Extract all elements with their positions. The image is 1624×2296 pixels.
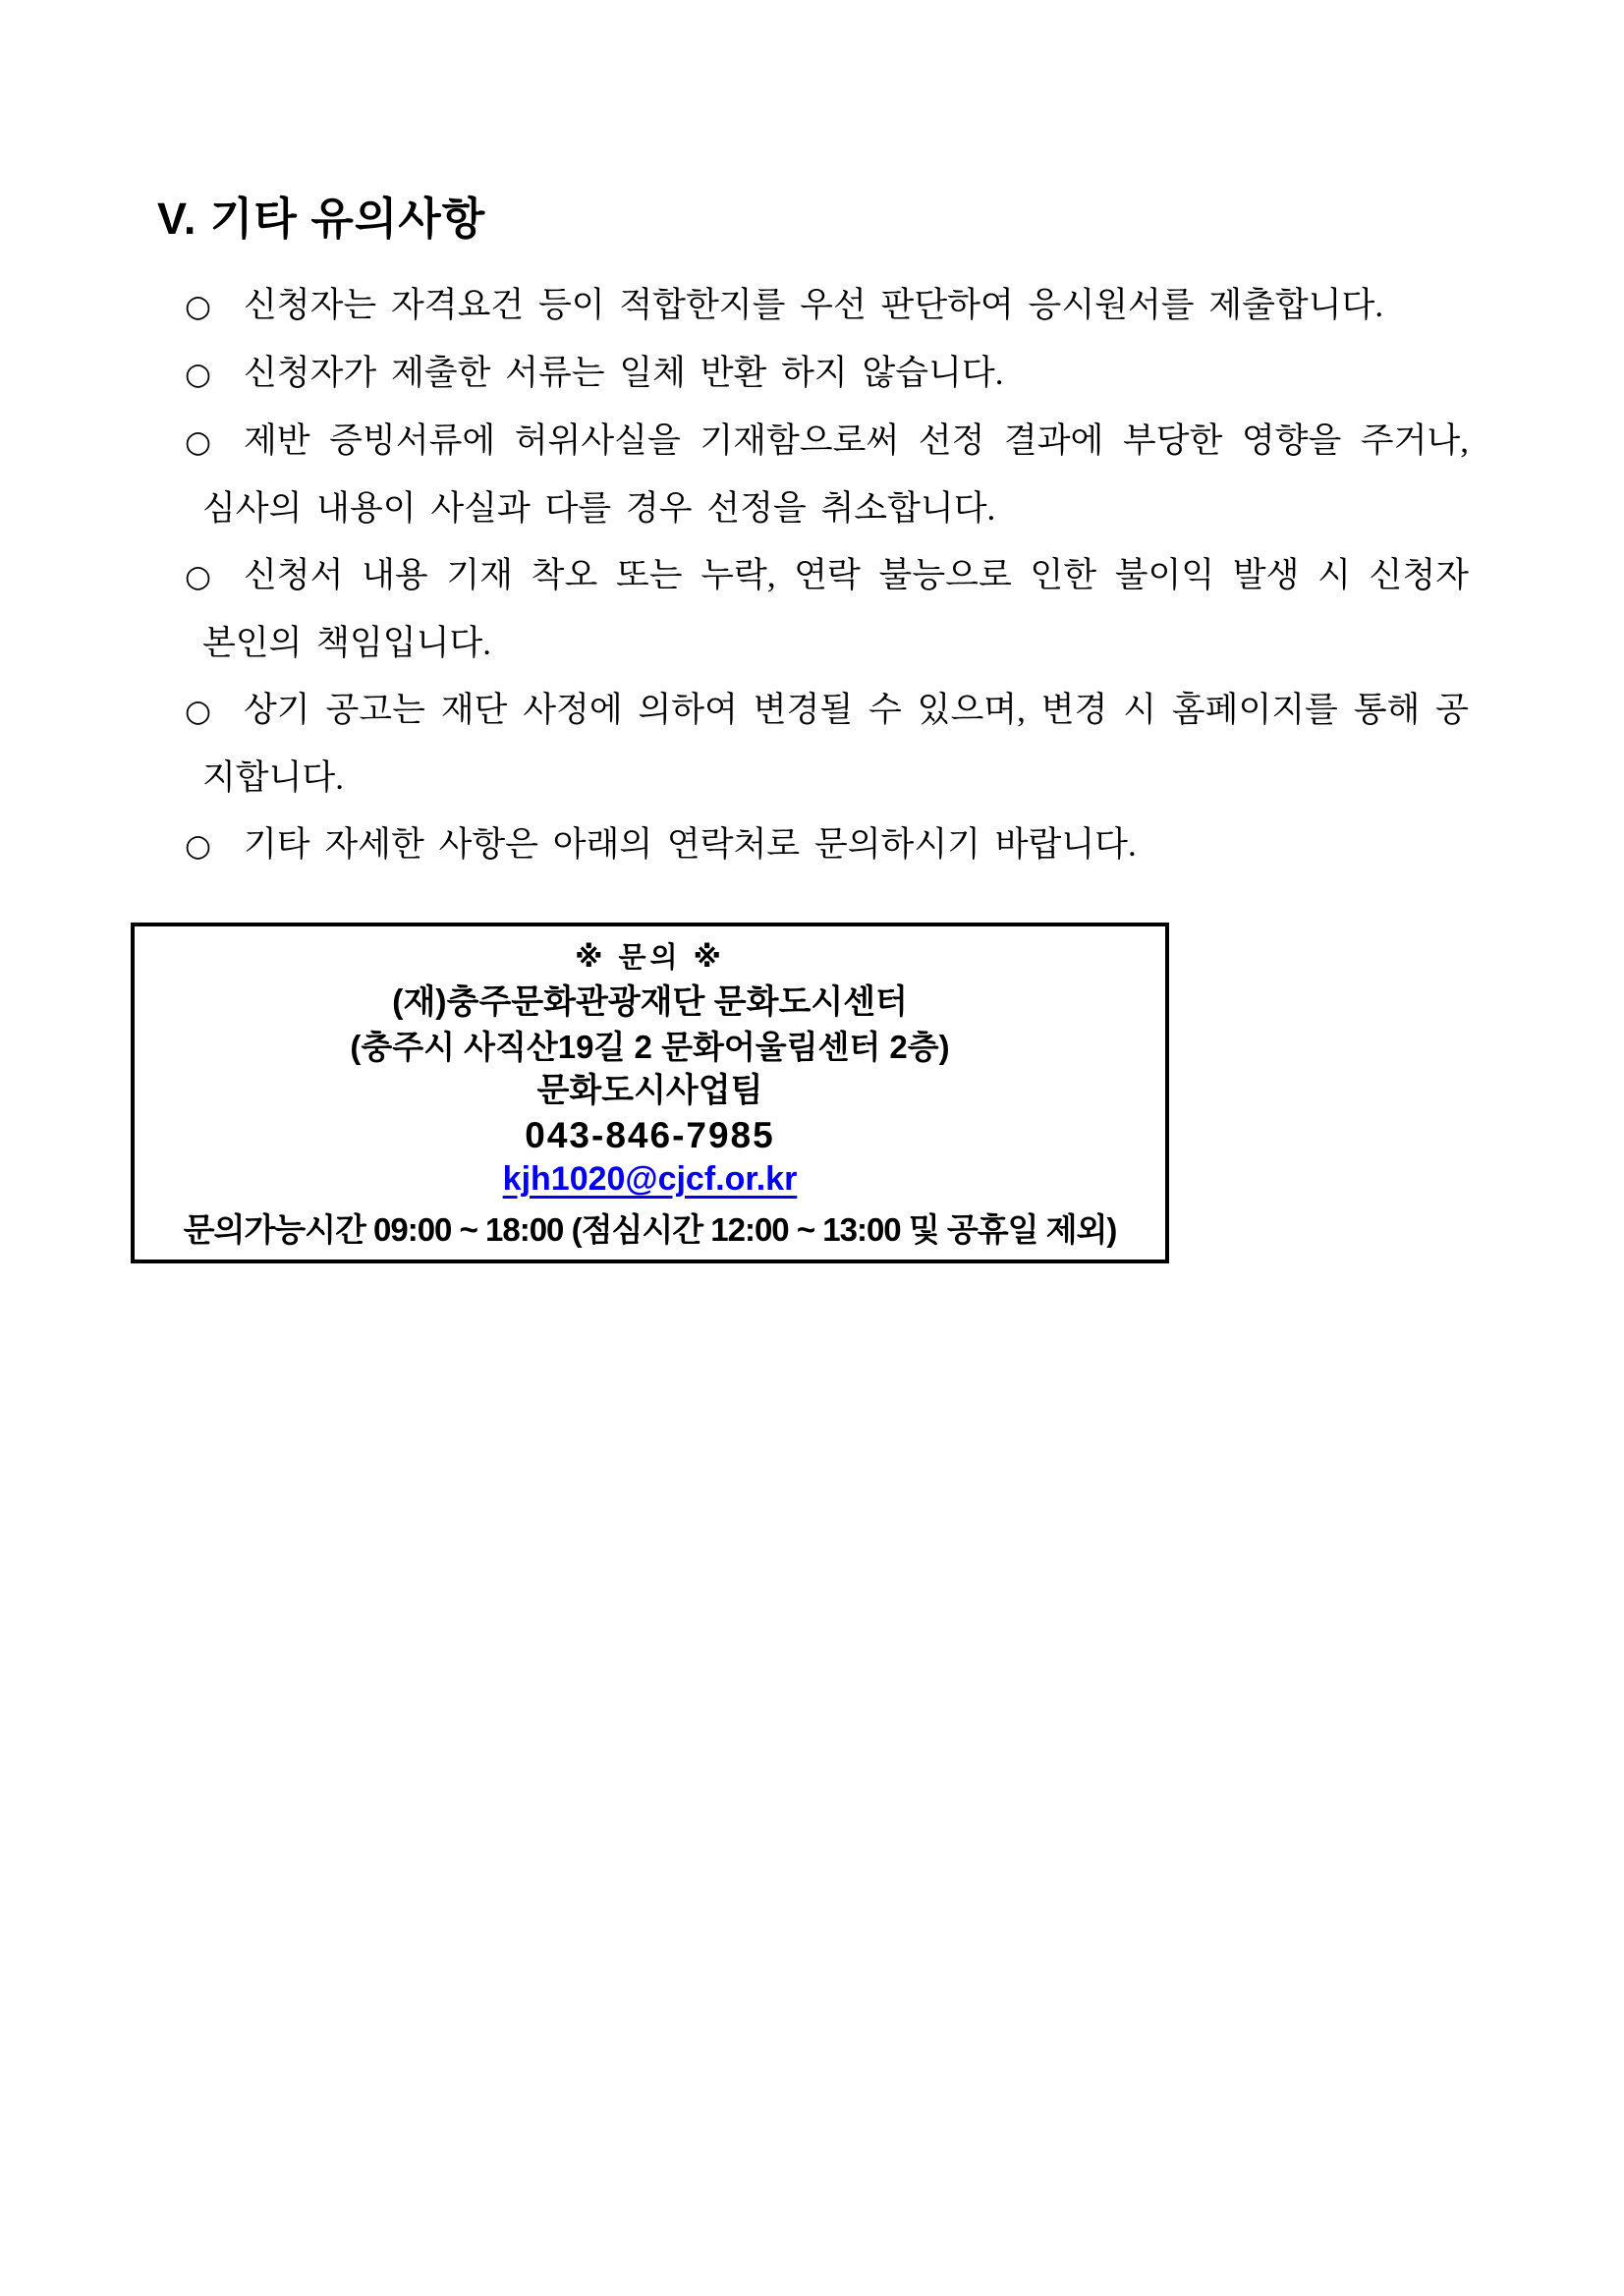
list-item bbox=[157, 272, 1469, 340]
email-line bbox=[139, 1157, 1161, 1207]
circle-bullet-icon: ○ bbox=[185, 424, 212, 460]
circle-bullet-icon: ○ bbox=[185, 559, 212, 594]
notice-text: 신청자가 제출한 서류는 일체 반환 하지 않습니다. bbox=[244, 354, 1004, 392]
list-item bbox=[157, 677, 1469, 812]
team-name: 문화도시사업팀 bbox=[536, 1072, 763, 1109]
contact-box-heading: ※ 문의 ※ bbox=[575, 942, 725, 974]
notice-text: 제반 증빙서류에 허위사실을 기재함으로써 선정 결과에 부당한 영향을 주거나, 심사의 내용이 사실과 다를 경우 선정을 취소합니다. bbox=[202, 421, 1469, 528]
organization-address: (충주시 사직산19길 2 문화어울림센터 2층) bbox=[350, 1029, 950, 1065]
email-link[interactable]: kjh1020@cjcf.or.kr bbox=[502, 1160, 798, 1198]
list-item bbox=[157, 408, 1469, 542]
circle-bullet-icon: ○ bbox=[185, 289, 212, 324]
phone-number: 043-846-7985 bbox=[525, 1115, 775, 1155]
list-item bbox=[157, 542, 1469, 677]
contact-info-box bbox=[131, 923, 1169, 1263]
notice-list bbox=[157, 272, 1469, 879]
circle-bullet-icon: ○ bbox=[185, 694, 212, 729]
section-title: V. 기타 유의사항 bbox=[157, 194, 486, 244]
notice-text: 기타 자세한 사항은 아래의 연락처로 문의하시기 바랍니다. bbox=[244, 825, 1137, 864]
notice-text: 신청서 내용 기재 착오 또는 누락, 연락 불능으로 인한 불이익 발생 시 신청자 본인의 책임입니다. bbox=[202, 556, 1469, 662]
circle-bullet-icon: ○ bbox=[185, 828, 212, 864]
inquiry-hours: 문의가능시간 09:00 ~ 18:00 (점심시간 12:00 ~ 13:00 및 공휴일 제외) bbox=[183, 1211, 1117, 1248]
notice-text: 신청자는 자격요건 등이 적합한지를 우선 판단하여 응시원서를 제출합니다. bbox=[244, 286, 1384, 324]
page-content bbox=[0, 0, 1624, 879]
organization-name: (재)충주문화관광재단 문화도시센터 bbox=[392, 983, 908, 1021]
list-item bbox=[157, 340, 1469, 408]
notice-text: 상기 공고는 재단 사정에 의하여 변경될 수 있으며, 변경 시 홈페이지를 통해 공지합니다. bbox=[202, 691, 1469, 797]
list-item bbox=[157, 812, 1469, 879]
circle-bullet-icon: ○ bbox=[185, 357, 212, 392]
